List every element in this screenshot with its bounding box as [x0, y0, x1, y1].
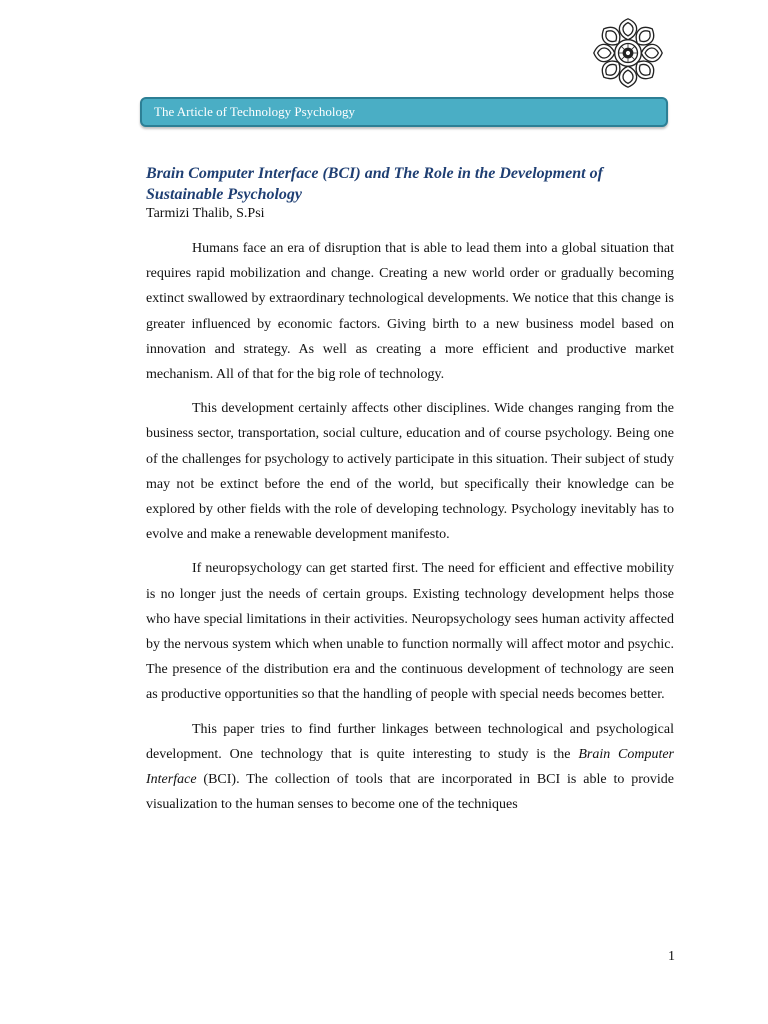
body-paragraph-2: This development certainly affects other disciplines. Wide changes ranging from the business sector, transportation, social culture, education and of course psychology. Being one of the challenges for psychology to actively participate in this situation. Their subject of study may not be extinct before the end of the world, but specifically their knowledge can be explored by other fields with the role of developing technology. Psychology inevitably has to evolve and make a renewable development manifesto. [146, 401, 674, 543]
bci-term: Brain Computer Interface [146, 746, 675, 788]
page-number: 1 [668, 949, 675, 964]
article-body [146, 236, 674, 826]
article-category-banner [140, 97, 668, 127]
body-paragraph-4 [146, 717, 674, 818]
article-category-label: The Article of Technology Psychology [154, 104, 356, 119]
university-seal-icon [590, 15, 666, 91]
paragraph-4-text-end: (BCI). The collection of tools that are incorporated in BCI is able to provide visualization to the human senses to become one of the techniques [146, 772, 674, 813]
body-paragraph-1: Humans face an era of disruption that is able to lead them into a global situation that requires rapid mobilization and change. Creating a new world order or gradually becoming extinct swallowed by extraordinary technological developments. We notice that this change is greater influenced by economic factors. Giving birth to a new business model based on innovation and strategy. As well as creating a more efficient and productive market mechanism. All of that for the big role of technology. [146, 241, 674, 383]
article-title: Brain Computer Interface (BCI) and The Role in the Development of Sustainable Psychology [146, 165, 603, 203]
paragraph-4-text-start: This paper tries to find further linkages between technological and psychological development. One technology that is quite interesting to study is the [146, 721, 674, 762]
body-paragraph-3: If neuropsychology can get started first. The need for efficient and effective mobility is no longer just the needs of certain groups. Existing technology development helps those who have special limitations in their activities. Neuropsychology sees human activity affected by the nervous system which when unable to function normally will affect motor and psychic. The presence of the distribution era and the continuous development of technology are seen as productive opportunities so that the handling of people with special needs becomes better. [146, 561, 674, 703]
author-name: Tarmizi Thalib, S.Psi [146, 206, 265, 221]
